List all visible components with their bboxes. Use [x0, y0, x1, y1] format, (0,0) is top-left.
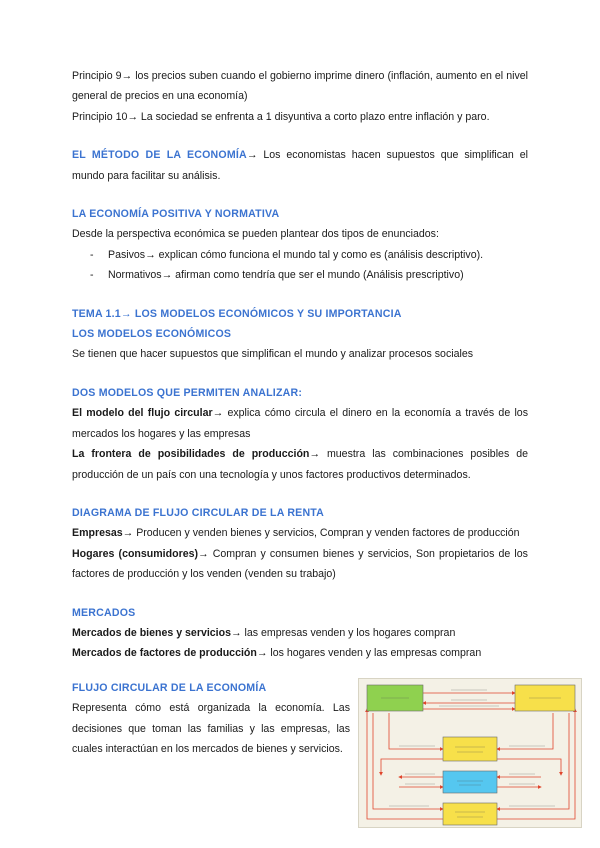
mercados-heading: MERCADOS: [72, 606, 136, 619]
mercado-bienes-term: Mercados de bienes y servicios: [72, 626, 231, 639]
mercado-factores-paragraph: [72, 643, 528, 663]
circular-flow-svg: [359, 679, 581, 827]
modelos-text: Se tienen que hacer supuestos que simplifican el mundo y analizar procesos sociales: [72, 348, 474, 361]
frontera-paragraph: [72, 444, 528, 485]
modelos-heading: LOS MODELOS ECONÓMICOS: [72, 328, 232, 341]
flujo-heading: FLUJO CIRCULAR DE LA ECONOMÍA: [72, 681, 267, 694]
metodo-text: → Los economistas hacen supuestos que simplifican el mundo para facilitar su análisis.: [72, 149, 528, 182]
document-page: [72, 66, 528, 838]
hogares-term: Hogares (consumidores): [72, 547, 198, 560]
flujo-text-block: [72, 678, 350, 760]
frontera-term: La frontera de posibilidades de producción: [72, 448, 310, 461]
principle-9: Principio 9→ los precios suben cuando el gobierno imprime dinero (inflación, aumento en el nivel general de precios en una economía): [72, 70, 528, 103]
empresas-term: Empresas: [72, 527, 123, 540]
empresas-text: → Producen y venden bienes y servicios, Compran y venden factores de producción: [122, 527, 520, 540]
modelo-flujo-paragraph: [72, 403, 528, 444]
metodo-paragraph: [72, 145, 528, 186]
box-gobierno: [443, 771, 497, 793]
hogares-text: → Compran y consumen bienes y servicios, Son propietarios de los factores de producción y los venden (venden su trabajo): [72, 547, 528, 581]
frontera-text: → muestra las combinaciones posibles de producción de un país con una tecnología y unos factores productivos determinados.: [72, 448, 529, 481]
flujo-text: Representa cómo está organizada la economía. Las decisiones que toman las familias y las empresas, las cuales interactúan en los mercados de bienes y servicios.: [72, 702, 350, 755]
metodo-heading: EL MÉTODO DE LA ECONOMÍA: [72, 149, 247, 162]
modelo-flujo-text: → explica cómo circula el dinero en la economía a través de los mercados los hogares y las empresas: [72, 407, 528, 440]
mercado-bienes-text: → las empresas venden y los hogares compran: [230, 626, 456, 639]
positiva-intro: Desde la perspectiva económica se pueden plantear dos tipos de enunciados:: [72, 228, 439, 241]
list-item: - Normativos→ afirman como tendría que ser el mundo (Análisis prescriptivo): [72, 265, 528, 285]
mercado-factores-term: Mercados de factores de producción: [72, 647, 257, 660]
hogares-paragraph: [72, 544, 528, 585]
dos-modelos-heading: DOS MODELOS QUE PERMITEN ANALIZAR:: [72, 386, 303, 399]
mercado-bienes-paragraph: [72, 623, 528, 643]
flujo-section: [72, 678, 528, 838]
modelo-flujo-term: El modelo del flujo circular: [72, 407, 213, 420]
box-mercado-bienes: [443, 737, 497, 761]
positiva-heading: LA ECONOMÍA POSITIVA Y NORMATIVA: [72, 208, 280, 221]
mercado-factores-text: → los hogares venden y las empresas compran: [256, 647, 482, 660]
list-item: - Pasivos→ explican cómo funciona el mundo tal y como es (análisis descriptivo).: [72, 245, 528, 265]
circular-flow-diagram: [358, 678, 582, 828]
diagrama-heading: DIAGRAMA DE FLUJO CIRCULAR DE LA RENTA: [72, 506, 325, 519]
empresas-paragraph: [72, 523, 528, 543]
positiva-list: [72, 245, 528, 286]
tema-heading: TEMA 1.1→ LOS MODELOS ECONÓMICOS Y SU IMPORTANCIA: [72, 307, 402, 320]
box-mercado-factores: [443, 803, 497, 825]
principle-10: Principio 10→ La sociedad se enfrenta a 1 disyuntiva a corto plazo entre inflación y paro.: [72, 110, 490, 123]
